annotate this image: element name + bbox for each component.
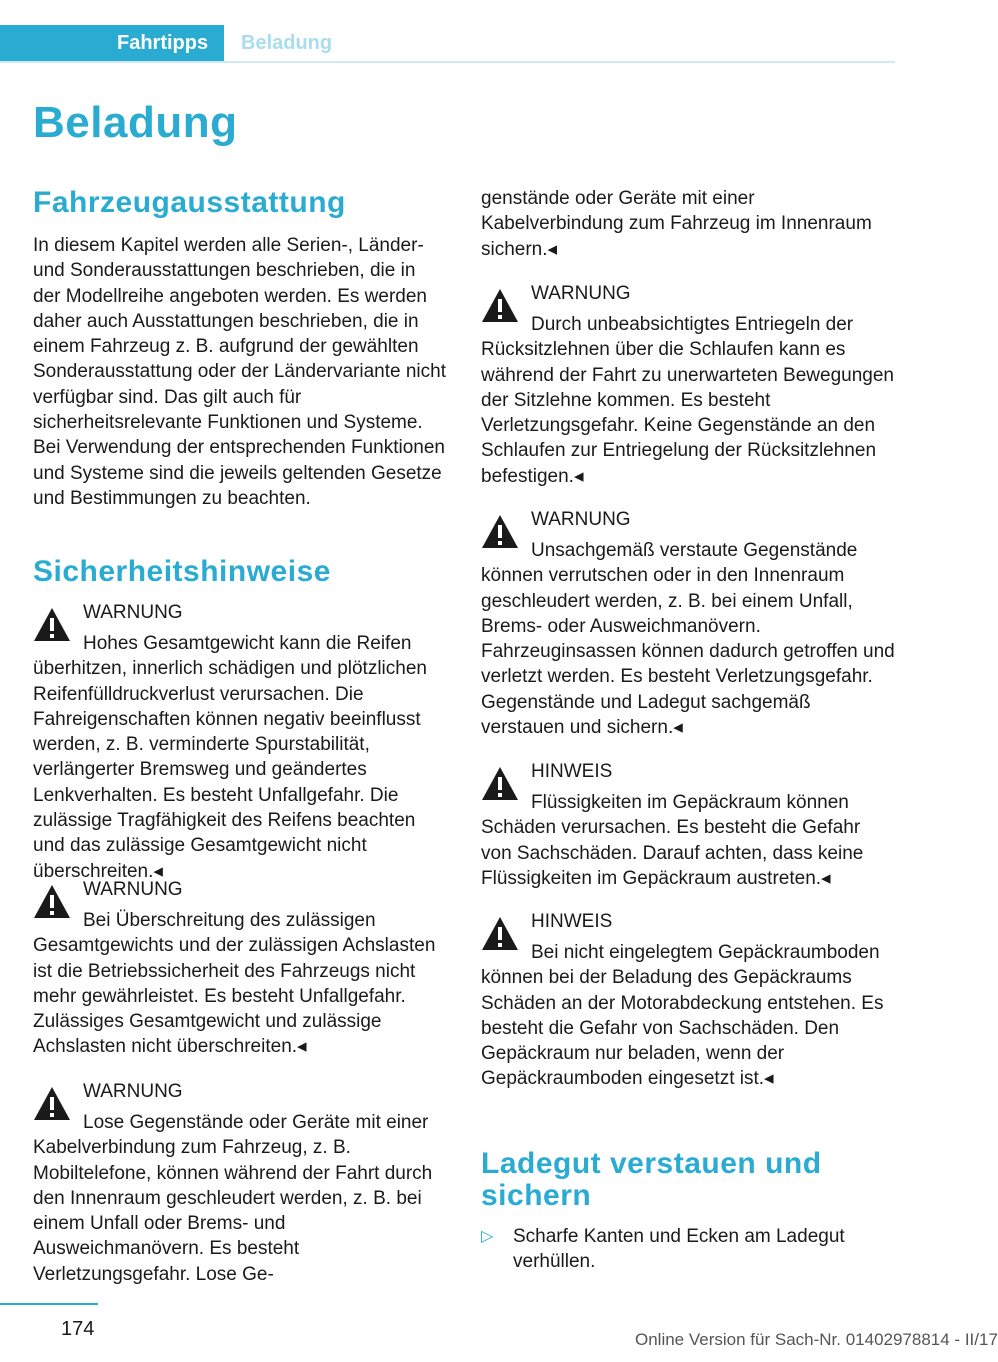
notice-label: WARNUNG bbox=[83, 1081, 183, 1102]
continuation-text: genstände oder Geräte mit einer Kabelverbindung zum Fahrzeug im Innenraum sichern.◂ bbox=[481, 188, 872, 260]
notice-text: Bei Überschreitung des zulässigen Gesamtgewichts und der zulässigen Achslasten ist die Betriebssicherheit des Fahrzeugs nicht mehr gewährleistet. Es besteht Unfallgefahr. Zulässiges Gesamtgewicht und zulässige Achslasten nicht überschreiten.◂ bbox=[33, 910, 436, 1058]
bullet-item bbox=[481, 1224, 896, 1275]
notice-block bbox=[481, 507, 896, 740]
notice-block bbox=[481, 909, 896, 1092]
bullet-marker-icon: ▷ bbox=[481, 1228, 494, 1245]
warning-triangle-icon bbox=[481, 513, 519, 549]
warning-triangle-icon bbox=[33, 1085, 71, 1121]
warning-triangle-icon bbox=[481, 915, 519, 951]
tab-fahrtipps[interactable]: Fahrtipps bbox=[0, 25, 224, 61]
notice-block bbox=[33, 877, 448, 1060]
warning-triangle-icon bbox=[481, 287, 519, 323]
notice-block bbox=[33, 1079, 448, 1287]
notice-text: Unsachgemäß verstaute Gegenstände können verrutschen oder in den Innenraum geschleudert werden, z. B. bei einem Unfall, Brems- oder Ausweichmanövern. Fahrzeuginsassen können dadurch getroffen und verletzt werden. Es besteht Verletzungsgefahr. Gegenstände und Ladegut sachgemäß verstauen und sichern.◂ bbox=[481, 540, 895, 739]
notice-block bbox=[481, 281, 896, 489]
warning-triangle-icon bbox=[33, 606, 71, 642]
fahrzeugausstattung-text: In diesem Kapitel werden alle Serien-, Länder- und Sonderausstattungen beschrieben, die in der Modellreihe angeboten werden. Es werden daher auch Ausstattungen beschrieben, die in einem Fahrzeug z. B. aufgrund der gewählten Sonderausstattung oder der Ländervariante nicht verfügbar sind. Das gilt auch für sicherheitsrelevante Funktionen und Systeme. Bei Verwendung der entsprechenden Funktionen und Systeme sind die jeweils geltenden Gesetze und Bestimmungen zu beachten. bbox=[33, 235, 446, 509]
tab-beladung[interactable]: Beladung bbox=[241, 32, 333, 54]
notice-block bbox=[33, 600, 448, 884]
warning-triangle-icon bbox=[481, 765, 519, 801]
warning-triangle-icon bbox=[33, 883, 71, 919]
notice-text: Hohes Gesamtgewicht kann die Reifen überhitzen, innerlich schädigen und plötzlichen Reifenfülldruckverlust verursachen. Die Fahreigenschaften können negativ beeinflusst werden, z. B. verminderte Spurstabilität, verlängerter Bremsweg und geändertes Lenkverhalten. Es besteht Unfallgefahr. Die zulässige Tragfähigkeit des Reifens beachten und das zulässige Gesamtgewicht nicht überschreiten.◂ bbox=[33, 633, 427, 882]
page-number: 174 bbox=[61, 1318, 95, 1340]
footer-rule bbox=[0, 1303, 98, 1305]
notice-text: Bei nicht eingelegtem Gepäckraumboden können bei der Beladung des Gepäckraums Schäden an der Motorabdeckung entstehen. Es besteht die Gefahr von Sachschäden. Den Gepäckraum nur beladen, wenn der Gepäckraumboden eingesetzt ist.◂ bbox=[481, 942, 884, 1090]
bullet-text: Scharfe Kanten und Ecken am Ladegut verhüllen. bbox=[513, 1226, 845, 1273]
page-title: Beladung bbox=[33, 98, 238, 147]
section-heading-fahrzeugausstattung: Fahrzeugausstattung bbox=[33, 186, 346, 219]
header-rule bbox=[0, 61, 895, 63]
notice-text: Flüssigkeiten im Gepäckraum können Schäden verursachen. Es besteht die Gefahr von Sachschäden. Darauf achten, dass keine Flüssigkeiten im Gepäckraum austreten.◂ bbox=[481, 792, 864, 889]
notice-label: HINWEIS bbox=[531, 761, 613, 782]
notice-label: HINWEIS bbox=[531, 911, 613, 932]
section-heading-ladegut: Ladegut verstauen und sichern bbox=[481, 1147, 822, 1212]
notice-label: WARNUNG bbox=[531, 283, 631, 304]
footer-note: Online Version für Sach-Nr. 01402978814 - II/17 bbox=[635, 1330, 998, 1349]
notice-label: WARNUNG bbox=[83, 602, 183, 623]
chapter-tab-bar bbox=[0, 25, 895, 63]
notice-label: WARNUNG bbox=[83, 879, 183, 900]
notice-label: WARNUNG bbox=[531, 509, 631, 530]
notice-text: Durch unbeabsichtigtes Entriegeln der Rücksitzlehnen über die Schlaufen kann es während der Fahrt zu unerwarteten Bewegungen der Sitzlehne kommen. Es besteht Verletzungsgefahr. Keine Gegenstände an den Schlaufen zur Entriegelung der Rücksitzlehnen befestigen.◂ bbox=[481, 314, 894, 487]
notice-block bbox=[481, 759, 896, 891]
notice-text: Lose Gegenstände oder Geräte mit einer Kabelverbindung zum Fahrzeug, z. B. Mobiltelefone, können während der Fahrt durch den Innenraum geschleudert werden, z. B. bei einem Unfall oder Brems- und Ausweichmanövern. Es besteht Verletzungsgefahr. Lose Ge- bbox=[33, 1112, 433, 1285]
section-heading-sicherheitshinweise: Sicherheitshinweise bbox=[33, 555, 331, 588]
